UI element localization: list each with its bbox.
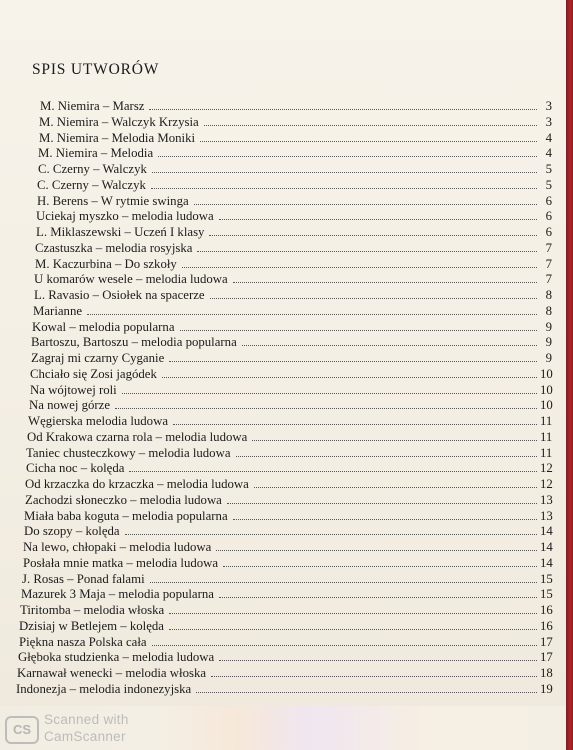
toc-entry: [24, 509, 552, 524]
toc-entry-title: Chciało się Zosi jagódek: [30, 366, 157, 381]
toc-entry: [22, 572, 552, 587]
toc-entry-title: Miała baba koguta – melodia popularna: [24, 508, 228, 523]
toc-entry-title: C. Czerny – Walczyk: [37, 177, 146, 192]
toc-entry-page: 9: [545, 335, 552, 350]
dot-leader: [125, 524, 537, 535]
toc-entry: [21, 587, 552, 602]
toc-entry-title: Uciekaj myszko – melodia ludowa: [36, 209, 214, 224]
toc-entry-page: 7: [545, 240, 552, 255]
toc-entry: [27, 430, 552, 445]
dot-leader: [152, 635, 537, 646]
dot-leader: [219, 209, 537, 220]
toc-entry-page: 11: [540, 414, 553, 428]
dot-leader: [169, 351, 537, 362]
toc-entry-title: Na wójtowej roli: [30, 382, 117, 397]
dot-leader: [254, 477, 537, 488]
toc-entry: [18, 650, 552, 665]
toc-entry-page: 14: [540, 555, 553, 570]
toc-entry: [38, 146, 552, 161]
dot-leader: [151, 178, 537, 189]
toc-entry-title: H. Berens – W rytmie swinga: [37, 193, 189, 208]
toc-entry-page: 13: [540, 508, 553, 523]
toc-entry-page: 7: [545, 272, 552, 287]
dot-leader: [233, 272, 537, 283]
toc-entry: [32, 320, 552, 335]
toc-entry: [31, 351, 552, 366]
dot-leader: [180, 320, 537, 331]
toc-entry-page: 14: [540, 540, 553, 554]
toc-entry-page: 16: [540, 618, 553, 633]
toc-entry-page: 4: [545, 146, 552, 161]
toc-entry-page: 15: [540, 571, 553, 586]
toc-entry: [34, 288, 552, 303]
toc-entry-title: Marianne: [33, 303, 83, 318]
toc-entry-title: Tiritomba – melodia włoska: [20, 603, 165, 617]
toc-entry-page: 6: [545, 209, 552, 224]
dot-leader: [210, 288, 537, 299]
dot-leader: [219, 587, 537, 598]
toc-entry-page: 16: [540, 603, 553, 617]
dot-leader: [223, 556, 537, 567]
toc-entry-page: 15: [540, 587, 553, 602]
toc-entry: [25, 477, 552, 492]
toc-entry: [23, 556, 552, 571]
toc-entry: [16, 682, 552, 697]
dot-leader: [200, 131, 537, 142]
toc-entry: [37, 178, 552, 193]
toc-entry-title: Kowal – melodia popularna: [32, 319, 175, 334]
dot-leader: [219, 650, 537, 661]
dot-leader: [182, 257, 537, 268]
toc-entry: [30, 367, 552, 382]
toc-entry-title: Głęboka studzienka – melodia ludowa: [18, 650, 215, 665]
toc-entry-page: 10: [540, 366, 553, 381]
toc-entry: [36, 225, 552, 240]
toc-entry-title: Zachodzi słoneczko – melodia ludowa: [25, 492, 222, 507]
toc-entry-page: 5: [545, 162, 552, 176]
camscanner-logo-icon: CS: [5, 716, 39, 744]
dot-leader: [149, 99, 537, 110]
toc-entry-title: M. Niemira – Melodia Moniki: [39, 130, 196, 145]
toc-entry: [26, 446, 552, 461]
dot-leader: [204, 115, 537, 126]
toc-entry-title: M. Niemira – Marsz: [40, 99, 145, 113]
dot-leader: [252, 430, 537, 441]
toc-entry: [29, 398, 552, 413]
dot-leader: [211, 666, 537, 677]
toc-entry-title: Na nowej górze: [29, 398, 111, 413]
toc-entry-page: 11: [540, 429, 553, 444]
toc-entry: [25, 493, 552, 508]
toc-entry-title: Taniec chusteczkowy – melodia ludowa: [26, 445, 231, 460]
toc-entry: [39, 115, 552, 130]
toc-entry-page: 12: [540, 461, 553, 476]
toc-entry-page: 8: [545, 288, 552, 302]
toc-entry: [35, 257, 552, 272]
toc-entry-page: 12: [540, 477, 553, 491]
dot-leader: [162, 367, 537, 378]
toc-entry: [26, 461, 552, 476]
dot-leader: [129, 461, 537, 472]
toc-entry-title: Zagraj mi czarny Cyganie: [31, 351, 165, 365]
toc-entry-title: Posłała mnie matka – melodia ludowa: [23, 555, 219, 570]
toc-entry-title: Cicha noc – kolęda: [26, 461, 125, 476]
toc-entry: [30, 383, 552, 398]
toc-entry-page: 4: [545, 130, 552, 145]
dot-leader: [197, 241, 537, 252]
camscanner-watermark: [44, 711, 129, 745]
toc-entry-title: Na lewo, chłopaki – melodia ludowa: [23, 540, 212, 554]
toc-entry-title: L. Ravasio – Osiołek na spacerze: [34, 288, 205, 302]
toc-entry: [40, 99, 552, 114]
dot-leader: [233, 509, 537, 520]
toc-entry-title: Od Krakowa czarna rola – melodia ludowa: [27, 429, 248, 444]
toc-entry: [34, 272, 552, 287]
toc-entry: [17, 666, 552, 681]
toc-entry-page: 9: [545, 319, 552, 334]
toc-entry-title: M. Niemira – Walczyk Krzysia: [39, 114, 199, 129]
toc-entry: [31, 335, 552, 350]
toc-entry-title: Czastuszka – melodia rosyjska: [35, 240, 193, 255]
dot-leader: [115, 398, 537, 409]
toc-entry: [23, 540, 552, 555]
toc-entry-page: 13: [540, 492, 553, 507]
toc-entry-page: 17: [540, 634, 553, 649]
dot-leader: [236, 446, 538, 457]
toc-entry-title: C. Czerny – Walczyk: [38, 162, 147, 176]
toc-entry-title: Do szopy – kolęda: [24, 524, 120, 539]
toc-entry: [37, 194, 552, 209]
dot-leader: [87, 304, 537, 315]
toc-entry: [35, 241, 552, 256]
toc-entry-page: 3: [545, 114, 552, 129]
toc-entry-title: J. Rosas – Ponad falami: [22, 571, 145, 586]
dot-leader: [169, 603, 537, 614]
toc-entry-page: 7: [545, 256, 552, 271]
toc-entry-title: M. Kaczurbina – Do szkoły: [35, 256, 177, 271]
toc-entry-page: 18: [540, 666, 553, 680]
dot-leader: [169, 619, 537, 630]
toc-entry-page: 3: [545, 99, 552, 113]
dot-leader: [216, 540, 537, 551]
toc-entry-title: Mazurek 3 Maja – melodia popularna: [21, 587, 214, 602]
toc-entry-page: 5: [545, 177, 552, 192]
toc-entry-title: Piękna nasza Polska cała: [19, 634, 147, 649]
dot-leader: [122, 383, 537, 394]
dot-leader: [227, 493, 537, 504]
toc-entry-page: 11: [540, 445, 553, 460]
toc-entry-title: Indonezja – melodia indonezyjska: [16, 681, 192, 696]
toc-entry: [36, 209, 552, 224]
dot-leader: [209, 225, 537, 236]
dot-leader: [242, 335, 537, 346]
dot-leader: [173, 414, 537, 425]
page-title: SPIS UTWORÓW: [32, 61, 160, 78]
toc-entry-page: 9: [545, 351, 552, 365]
watermark-line-1: Scanned with: [44, 712, 129, 727]
toc-entry-title: M. Niemira – Melodia: [38, 146, 154, 161]
toc-entry-page: 8: [545, 303, 552, 318]
toc-entry: [24, 524, 552, 539]
dot-leader: [196, 682, 537, 693]
toc-entry-page: 6: [545, 225, 552, 239]
dot-leader: [152, 162, 537, 173]
toc-entry: [19, 619, 552, 634]
toc-entry: [39, 131, 552, 146]
toc-entry-page: 6: [545, 193, 552, 208]
watermark-line-2: CamScanner: [44, 729, 126, 744]
toc-entry-title: Karnawał wenecki – melodia włoska: [17, 666, 207, 680]
toc-entry-title: Od krzaczka do krzaczka – melodia ludowa: [25, 477, 249, 491]
book-cover-edge: [566, 0, 573, 750]
toc-entry-title: Bartoszu, Bartoszu – melodia popularna: [31, 335, 237, 350]
dot-leader: [150, 572, 537, 583]
toc-entry-page: 19: [540, 681, 553, 696]
toc-entry-title: Węgierska melodia ludowa: [28, 414, 169, 428]
toc-entry-title: U komarów wesele – melodia ludowa: [34, 272, 228, 287]
toc-entry: [38, 162, 552, 177]
toc-entry: [28, 414, 552, 429]
toc-entry: [20, 603, 552, 618]
toc-entry-page: 14: [540, 524, 553, 539]
toc-entry-title: Dzisiaj w Betlejem – kolęda: [19, 618, 164, 633]
toc-entry-page: 17: [540, 650, 553, 665]
toc-entry-page: 10: [540, 382, 553, 397]
dot-leader: [158, 146, 537, 157]
toc-entry: [33, 304, 552, 319]
toc-entry-page: 10: [540, 398, 553, 413]
toc-entry-title: L. Miklaszewski – Uczeń I klasy: [36, 225, 205, 239]
toc-entry: [19, 635, 552, 650]
dot-leader: [194, 194, 537, 205]
